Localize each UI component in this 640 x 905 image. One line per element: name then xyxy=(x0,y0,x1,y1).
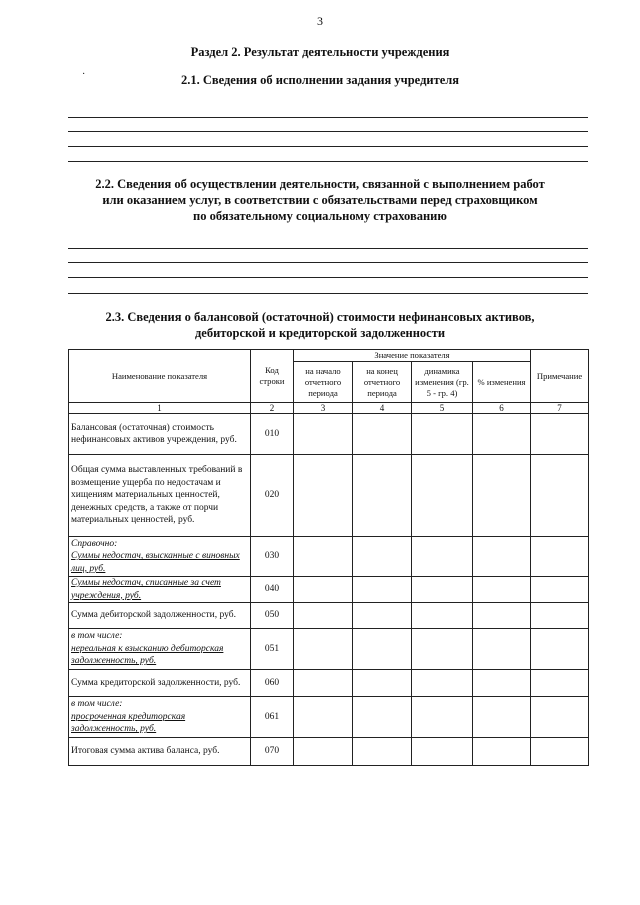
cell-note[interactable] xyxy=(531,629,589,670)
row-name-prefix: в том числе: xyxy=(71,699,123,710)
cell-note[interactable] xyxy=(531,738,589,766)
table-row xyxy=(69,455,589,537)
header-note: Примечание xyxy=(531,350,589,403)
column-number: 7 xyxy=(531,403,589,414)
cell-start[interactable] xyxy=(294,697,353,738)
cell-dynamics[interactable] xyxy=(412,629,473,670)
row-code: 050 xyxy=(251,603,294,629)
row-name-text: просроченная кредиторская задолженность, руб. xyxy=(71,711,186,735)
cell-end[interactable] xyxy=(353,455,412,537)
column-number: 6 xyxy=(473,403,531,414)
row-code: 020 xyxy=(251,455,294,537)
cell-end[interactable] xyxy=(353,697,412,738)
cell-percent[interactable] xyxy=(473,738,531,766)
header-code: Код строки xyxy=(251,350,294,403)
blank-line xyxy=(68,131,588,132)
row-code: 040 xyxy=(251,577,294,603)
cell-note[interactable] xyxy=(531,603,589,629)
blank-line xyxy=(68,262,588,263)
balance-table xyxy=(68,349,589,766)
row-name-text: Суммы недостач, взысканные с виновных лиц, руб. xyxy=(71,551,240,574)
cell-end[interactable] xyxy=(353,414,412,455)
subsection-2-2-title-line1: 2.2. Сведения об осуществлении деятельности, связанной с выполнением работ xyxy=(95,177,545,191)
row-name-prefix: в том числе: xyxy=(71,631,123,642)
row-name xyxy=(69,697,251,738)
cell-dynamics[interactable] xyxy=(412,670,473,697)
row-code: 070 xyxy=(251,738,294,766)
row-name: Итоговая сумма актива баланса, руб. xyxy=(69,738,251,766)
subsection-2-2-title-line2: или оказанием услуг, в соответствии с обязательствами перед страховщиком xyxy=(102,193,538,207)
cell-end[interactable] xyxy=(353,629,412,670)
table-row xyxy=(69,414,589,455)
cell-dynamics[interactable] xyxy=(412,537,473,577)
subsection-2-2-title-line3: по обязательному социальному страхованию xyxy=(193,209,447,223)
cell-end[interactable] xyxy=(353,670,412,697)
header-dynamics: динамика изменения (гр. 5 - гр. 4) xyxy=(412,362,473,403)
column-number: 2 xyxy=(251,403,294,414)
cell-start[interactable] xyxy=(294,670,353,697)
row-name: Общая сумма выставленных требований в возмещение ущерба по недостачам и хищениям материальных ценностей, денежных средств, а также от порчи материальных ценностей, руб. xyxy=(69,455,251,537)
cell-percent[interactable] xyxy=(473,603,531,629)
cell-start[interactable] xyxy=(294,577,353,603)
header-name: Наименование показателя xyxy=(69,350,251,403)
table-row xyxy=(69,670,589,697)
blank-line xyxy=(68,293,588,294)
row-code: 010 xyxy=(251,414,294,455)
header-start: на начало отчетного периода xyxy=(294,362,353,403)
column-number: 5 xyxy=(412,403,473,414)
cell-note[interactable] xyxy=(531,670,589,697)
cell-dynamics[interactable] xyxy=(412,603,473,629)
cell-start[interactable] xyxy=(294,537,353,577)
table-row xyxy=(69,603,589,629)
cell-end[interactable] xyxy=(353,577,412,603)
cell-percent[interactable] xyxy=(473,414,531,455)
row-name xyxy=(69,537,251,577)
cell-dynamics[interactable] xyxy=(412,414,473,455)
cell-dynamics[interactable] xyxy=(412,455,473,537)
blank-line xyxy=(68,277,588,278)
subsection-2-1-title: 2.1. Сведения об исполнении задания учредителя xyxy=(180,73,460,87)
cell-percent[interactable] xyxy=(473,670,531,697)
column-number: 4 xyxy=(353,403,412,414)
cell-percent[interactable] xyxy=(473,537,531,577)
column-number: 1 xyxy=(69,403,251,414)
cell-start[interactable] xyxy=(294,738,353,766)
cell-note[interactable] xyxy=(531,537,589,577)
cell-start[interactable] xyxy=(294,455,353,537)
table-row xyxy=(69,629,589,670)
row-name xyxy=(69,629,251,670)
cell-start[interactable] xyxy=(294,603,353,629)
cell-end[interactable] xyxy=(353,537,412,577)
row-code: 051 xyxy=(251,629,294,670)
cell-end[interactable] xyxy=(353,738,412,766)
table-row xyxy=(69,537,589,577)
header-end: на конец отчетного периода xyxy=(353,362,412,403)
row-code: 061 xyxy=(251,697,294,738)
row-name-text: нереальная к взысканию дебиторская задолженность, руб. xyxy=(71,643,224,667)
blank-line xyxy=(68,248,588,249)
row-name-text: Суммы недостач, списанные за счет учреждения, руб. xyxy=(71,578,221,601)
header-percent: % изменения xyxy=(473,362,531,403)
cell-note[interactable] xyxy=(531,577,589,603)
cell-end[interactable] xyxy=(353,603,412,629)
row-code: 030 xyxy=(251,537,294,577)
table-row xyxy=(69,738,589,766)
cell-percent[interactable] xyxy=(473,629,531,670)
cell-percent[interactable] xyxy=(473,697,531,738)
blank-line xyxy=(68,161,588,162)
row-code: 060 xyxy=(251,670,294,697)
subsection-2-3-title-line2: дебиторской и кредиторской задолженности xyxy=(194,326,446,340)
row-name xyxy=(69,577,251,603)
row-name: Сумма кредиторской задолженности, руб. xyxy=(69,670,251,697)
blank-line xyxy=(68,146,588,147)
cell-note[interactable] xyxy=(531,414,589,455)
cell-dynamics[interactable] xyxy=(412,697,473,738)
table-row xyxy=(69,697,589,738)
cell-note[interactable] xyxy=(531,455,589,537)
blank-line xyxy=(68,117,588,118)
section-title: Раздел 2. Результат деятельности учреждения xyxy=(190,45,450,59)
stray-mark: · xyxy=(82,69,86,80)
row-name: Сумма дебиторской задолженности, руб. xyxy=(69,603,251,629)
row-name: Балансовая (остаточная) стоимость нефинансовых активов учреждения, руб. xyxy=(69,414,251,455)
cell-percent[interactable] xyxy=(473,577,531,603)
cell-dynamics[interactable] xyxy=(412,738,473,766)
header-value-group: Значение показателя xyxy=(294,350,531,362)
cell-note[interactable] xyxy=(531,697,589,738)
cell-percent[interactable] xyxy=(473,455,531,537)
page-number: 3 xyxy=(317,14,323,28)
cell-dynamics[interactable] xyxy=(412,577,473,603)
subsection-2-3-title-line1: 2.3. Сведения о балансовой (остаточной) стоимости нефинансовых активов, xyxy=(105,310,535,324)
cell-start[interactable] xyxy=(294,414,353,455)
column-number: 3 xyxy=(294,403,353,414)
cell-start[interactable] xyxy=(294,629,353,670)
row-name-prefix: Справочно: xyxy=(71,538,118,549)
table-row xyxy=(69,577,589,603)
